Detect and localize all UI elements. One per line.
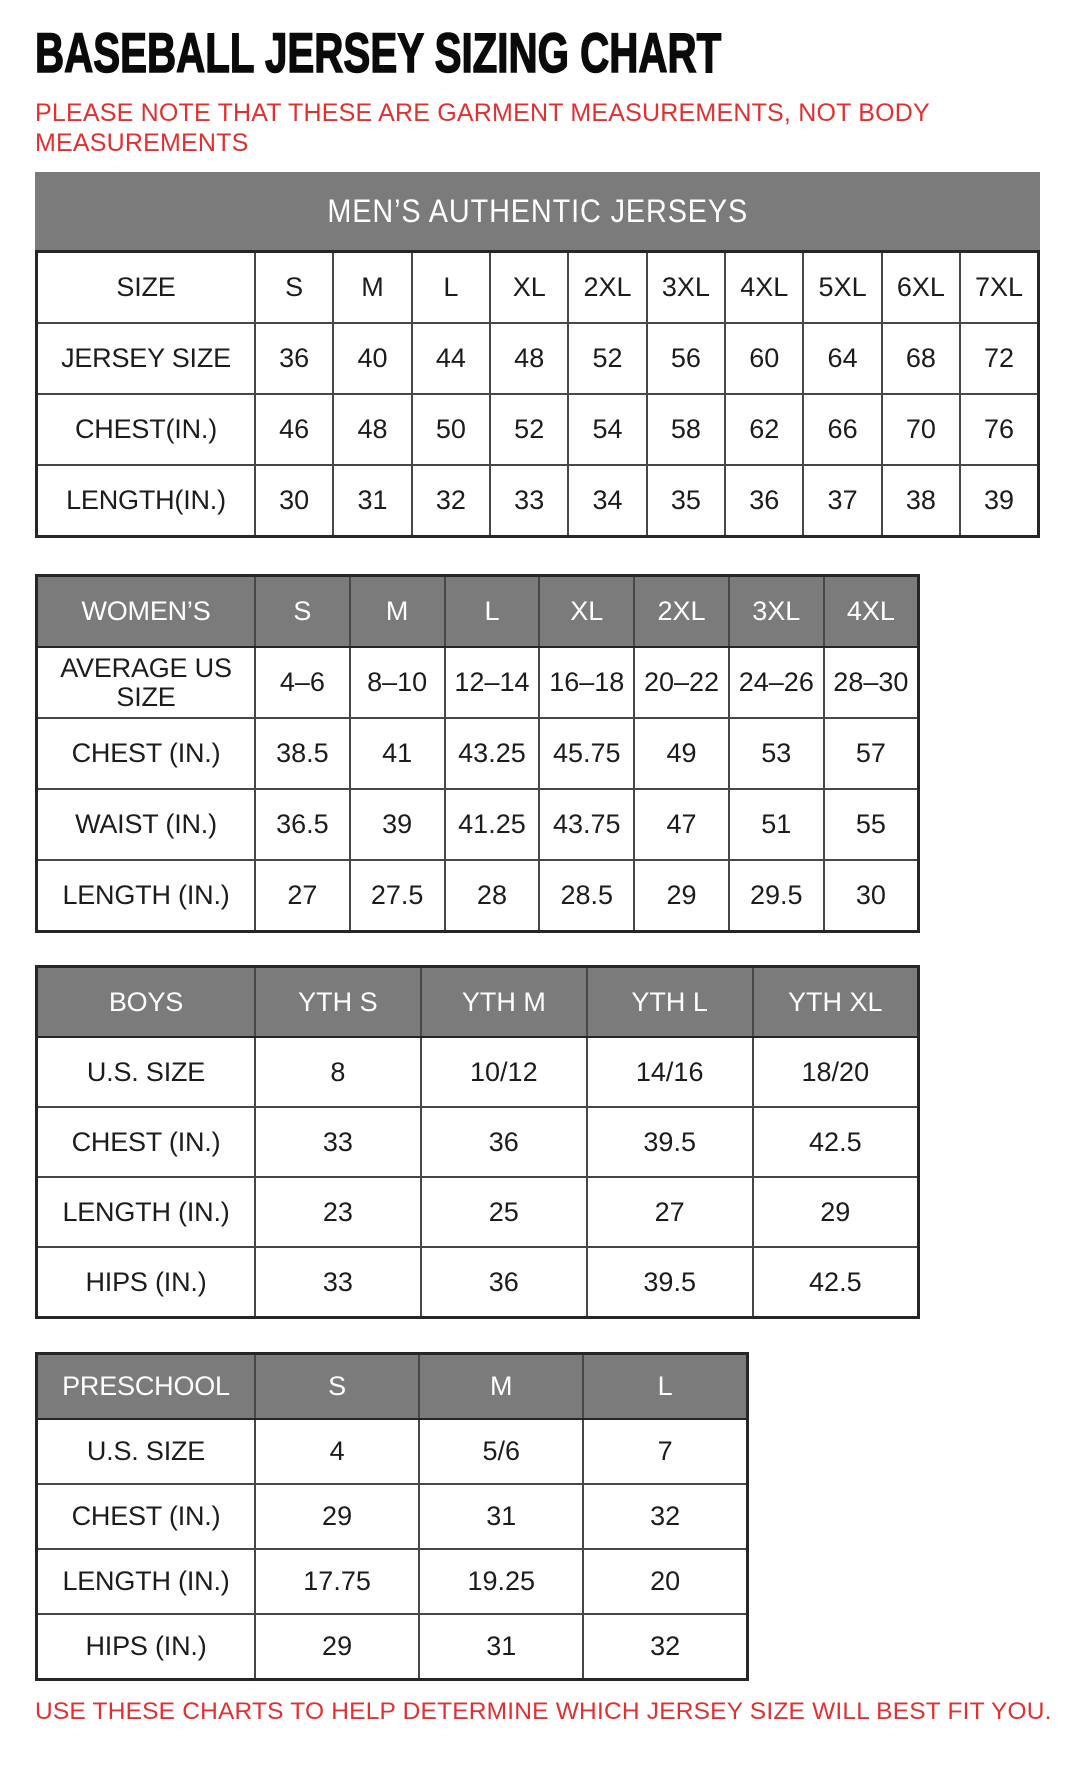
value-cell: 12–14: [445, 647, 540, 718]
value-cell: 76: [960, 394, 1038, 465]
footer-note: USE THESE CHARTS TO HELP DETERMINE WHICH JERSEY SIZE WILL BEST FIT YOU.: [35, 1698, 1052, 1725]
value-cell: 68: [882, 323, 960, 394]
value-cell: 6XL: [882, 252, 960, 324]
table-row: [37, 1107, 919, 1177]
value-cell: 43.25: [445, 718, 540, 789]
value-cell: 29: [255, 1614, 419, 1680]
table-row: [37, 1484, 748, 1549]
column-header: YTH XL: [753, 967, 919, 1038]
value-cell: 51: [729, 789, 824, 860]
value-cell: 14/16: [587, 1037, 753, 1107]
value-cell: 29: [255, 1484, 419, 1549]
table-row: [37, 1177, 919, 1247]
row-label: CHEST(IN.): [37, 394, 256, 465]
value-cell: 53: [729, 718, 824, 789]
value-cell: 4XL: [725, 252, 803, 324]
value-cell: M: [333, 252, 411, 324]
header-row: [37, 967, 919, 1038]
column-header: YTH S: [255, 967, 421, 1038]
column-header: YTH L: [587, 967, 753, 1038]
value-cell: 52: [490, 394, 568, 465]
value-cell: 31: [333, 465, 411, 537]
womens-sizing-table: [35, 574, 920, 933]
value-cell: 27.5: [350, 860, 445, 932]
boys-sizing-table: [35, 965, 920, 1319]
value-cell: 57: [824, 718, 919, 789]
value-cell: 42.5: [753, 1247, 919, 1318]
value-cell: 55: [824, 789, 919, 860]
value-cell: 5/6: [419, 1419, 583, 1484]
value-cell: 54: [568, 394, 646, 465]
value-cell: 29.5: [729, 860, 824, 932]
value-cell: 33: [490, 465, 568, 537]
table-row: [37, 394, 1039, 465]
garment-measurements-note: PLEASE NOTE THAT THESE ARE GARMENT MEASUREMENTS, NOT BODY MEASUREMENTS: [35, 99, 930, 157]
value-cell: 29: [753, 1177, 919, 1247]
table-row: [37, 252, 1039, 324]
column-header: 4XL: [824, 576, 919, 648]
table-row: [37, 789, 919, 860]
value-cell: 24–26: [729, 647, 824, 718]
header-row: [37, 576, 919, 648]
value-cell: 31: [419, 1484, 583, 1549]
value-cell: 25: [421, 1177, 587, 1247]
page-title-text: BASEBALL JERSEY SIZING CHART: [35, 21, 722, 84]
value-cell: 23: [255, 1177, 421, 1247]
value-cell: 70: [882, 394, 960, 465]
value-cell: 43.75: [539, 789, 634, 860]
value-cell: 33: [255, 1247, 421, 1318]
value-cell: 20–22: [634, 647, 729, 718]
value-cell: 39: [960, 465, 1038, 537]
value-cell: 66: [803, 394, 881, 465]
value-cell: 41.25: [445, 789, 540, 860]
table-title-cell: PRESCHOOL: [37, 1354, 256, 1420]
value-cell: 38: [882, 465, 960, 537]
value-cell: 42.5: [753, 1107, 919, 1177]
row-label: LENGTH(IN.): [37, 465, 256, 537]
value-cell: 49: [634, 718, 729, 789]
table-title-cell: BOYS: [37, 967, 256, 1038]
table-row: [37, 1614, 748, 1680]
row-label: JERSEY SIZE: [37, 323, 256, 394]
column-header: M: [419, 1354, 583, 1420]
table-row: [37, 718, 919, 789]
preschool-sizing-table: [35, 1352, 749, 1681]
row-label: CHEST (IN.): [37, 718, 256, 789]
table-row: [37, 323, 1039, 394]
page-title: [35, 21, 1077, 88]
value-cell: 27: [587, 1177, 753, 1247]
row-label: LENGTH (IN.): [37, 1549, 256, 1614]
value-cell: 48: [490, 323, 568, 394]
row-label: LENGTH (IN.): [37, 860, 256, 932]
value-cell: 41: [350, 718, 445, 789]
value-cell: 5XL: [803, 252, 881, 324]
table-row: [37, 1247, 919, 1318]
value-cell: 30: [255, 465, 333, 537]
header-row: [37, 1354, 748, 1420]
value-cell: 37: [803, 465, 881, 537]
value-cell: 28: [445, 860, 540, 932]
value-cell: 45.75: [539, 718, 634, 789]
value-cell: 4: [255, 1419, 419, 1484]
value-cell: 33: [255, 1107, 421, 1177]
value-cell: 28.5: [539, 860, 634, 932]
column-header: 3XL: [729, 576, 824, 648]
value-cell: 19.25: [419, 1549, 583, 1614]
value-cell: XL: [490, 252, 568, 324]
value-cell: 62: [725, 394, 803, 465]
row-label: U.S. SIZE: [37, 1037, 256, 1107]
value-cell: 60: [725, 323, 803, 394]
value-cell: 39.5: [587, 1247, 753, 1318]
table-row: [37, 1549, 748, 1614]
value-cell: S: [255, 252, 333, 324]
column-header: XL: [539, 576, 634, 648]
table-row: [37, 1037, 919, 1107]
value-cell: 36.5: [255, 789, 350, 860]
value-cell: 34: [568, 465, 646, 537]
mens-table-banner-text: MEN’S AUTHENTIC JERSEYS: [327, 192, 748, 229]
value-cell: 52: [568, 323, 646, 394]
row-label: HIPS (IN.): [37, 1247, 256, 1318]
row-label: AVERAGE US SIZE: [37, 647, 256, 718]
value-cell: 32: [583, 1484, 747, 1549]
column-header: S: [255, 576, 350, 648]
value-cell: 39: [350, 789, 445, 860]
table-row: [37, 647, 919, 718]
value-cell: 36: [421, 1247, 587, 1318]
row-label: WAIST (IN.): [37, 789, 256, 860]
value-cell: 50: [412, 394, 490, 465]
value-cell: 40: [333, 323, 411, 394]
value-cell: 30: [824, 860, 919, 932]
column-header: L: [583, 1354, 747, 1420]
column-header: L: [445, 576, 540, 648]
column-header: S: [255, 1354, 419, 1420]
table-row: [37, 465, 1039, 537]
value-cell: 56: [647, 323, 725, 394]
value-cell: 8–10: [350, 647, 445, 718]
value-cell: 3XL: [647, 252, 725, 324]
value-cell: 64: [803, 323, 881, 394]
value-cell: 32: [583, 1614, 747, 1680]
value-cell: 72: [960, 323, 1038, 394]
value-cell: 46: [255, 394, 333, 465]
value-cell: 8: [255, 1037, 421, 1107]
value-cell: 36: [421, 1107, 587, 1177]
value-cell: L: [412, 252, 490, 324]
value-cell: 47: [634, 789, 729, 860]
value-cell: 10/12: [421, 1037, 587, 1107]
value-cell: 39.5: [587, 1107, 753, 1177]
value-cell: 32: [412, 465, 490, 537]
value-cell: 4–6: [255, 647, 350, 718]
column-header: 2XL: [634, 576, 729, 648]
row-label: CHEST (IN.): [37, 1107, 256, 1177]
value-cell: 20: [583, 1549, 747, 1614]
column-header: YTH M: [421, 967, 587, 1038]
value-cell: 36: [725, 465, 803, 537]
value-cell: 2XL: [568, 252, 646, 324]
value-cell: 7: [583, 1419, 747, 1484]
value-cell: 29: [634, 860, 729, 932]
row-label: U.S. SIZE: [37, 1419, 256, 1484]
value-cell: 44: [412, 323, 490, 394]
value-cell: 18/20: [753, 1037, 919, 1107]
value-cell: 38.5: [255, 718, 350, 789]
table-title-cell: WOMEN’S: [37, 576, 256, 648]
mens-sizing-table: [35, 250, 1040, 538]
table-row: [37, 1419, 748, 1484]
value-cell: 31: [419, 1614, 583, 1680]
value-cell: 7XL: [960, 252, 1038, 324]
row-label: CHEST (IN.): [37, 1484, 256, 1549]
value-cell: 16–18: [539, 647, 634, 718]
row-label: HIPS (IN.): [37, 1614, 256, 1680]
table-row: [37, 860, 919, 932]
value-cell: 28–30: [824, 647, 919, 718]
row-label: SIZE: [37, 252, 256, 324]
mens-table-banner: [35, 172, 1040, 250]
mens-sizing-section: [35, 172, 1040, 538]
column-header: M: [350, 576, 445, 648]
value-cell: 58: [647, 394, 725, 465]
value-cell: 27: [255, 860, 350, 932]
value-cell: 36: [255, 323, 333, 394]
row-label: LENGTH (IN.): [37, 1177, 256, 1247]
value-cell: 35: [647, 465, 725, 537]
value-cell: 17.75: [255, 1549, 419, 1614]
value-cell: 48: [333, 394, 411, 465]
